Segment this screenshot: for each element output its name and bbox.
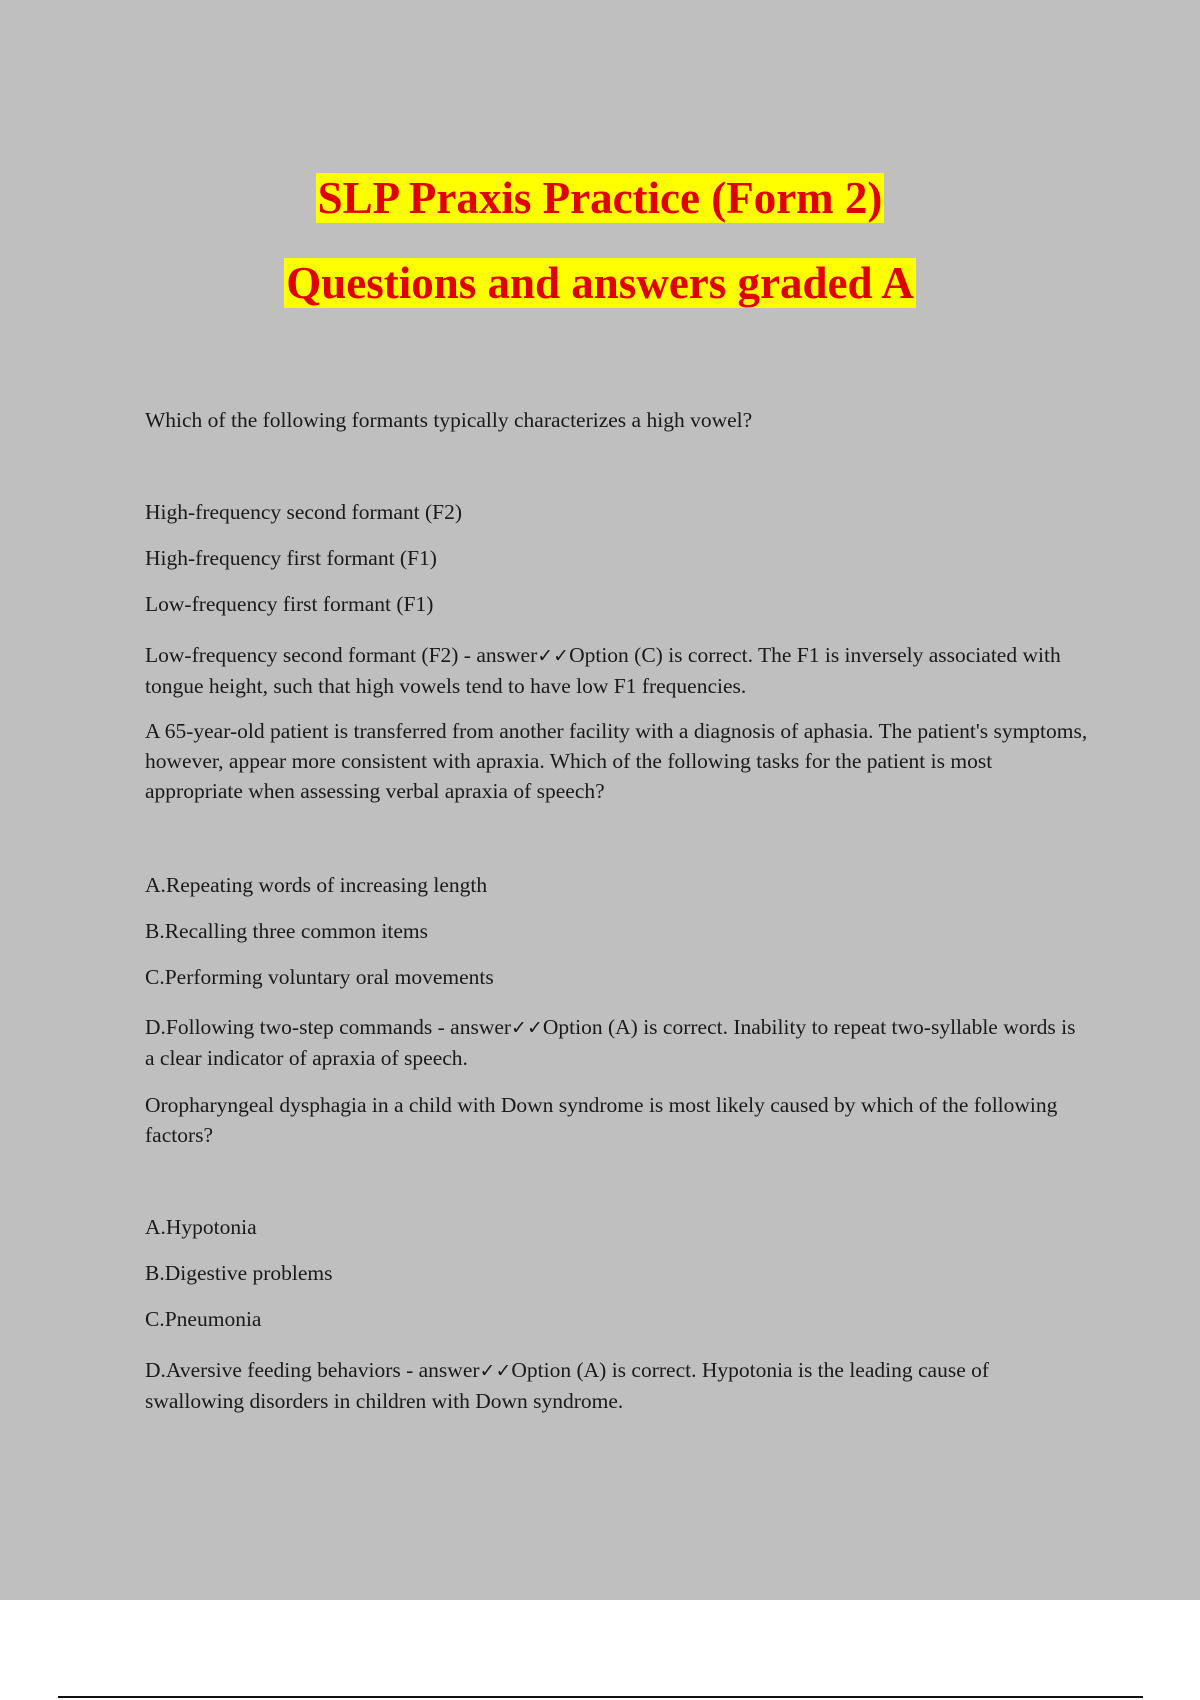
checkmark-icon: ✓✓: [537, 645, 570, 667]
question-3-option-d: D.Aversive feeding behaviors - answer: [145, 1358, 480, 1382]
question-1-option-1: High-frequency second formant (F2): [145, 500, 463, 524]
question-2-answer: [145, 1012, 1090, 1073]
question-1-option-3: Low-frequency first formant (F1): [145, 592, 434, 616]
question-1-text: Which of the following formants typically characterizes a high vowel?: [145, 408, 753, 432]
question-2-text: A 65-year-old patient is transferred from another facility with a diagnosis of aphasia. The patient's symptoms, however, appear more consistent with apraxia. Which of the following tasks for the patient is most appropriate when assessing verbal apraxia of speech?: [145, 719, 1088, 803]
question-2-option-d: D.Following two-step commands - answer: [145, 1015, 512, 1039]
question-3-option-a: A.Hypotonia: [145, 1215, 257, 1239]
question-2-explanation: Option (A) is correct. Inability to repeat two-syllable words is a clear indicator of apraxia of speech.: [145, 1015, 1076, 1070]
footer-divider: [58, 1696, 1143, 1698]
question-1-answer: [145, 640, 1090, 701]
title-line-2: Questions and answers graded A: [286, 258, 914, 308]
question-3-option-b: B.Digestive problems: [145, 1261, 333, 1285]
question-3-explanation: Option (A) is correct. Hypotonia is the leading cause of swallowing disorders in children with Down syndrome.: [145, 1358, 990, 1413]
checkmark-icon: ✓✓: [511, 1017, 543, 1039]
question-1-explanation: Option (C) is correct. The F1 is inversely associated with tongue height, such that high vowels tend to have low F1 frequencies.: [145, 643, 1061, 698]
question-3-answer: [145, 1355, 1090, 1416]
question-2-option-b: B.Recalling three common items: [145, 919, 429, 943]
document-subtitle: [0, 257, 1200, 309]
question-2-option-a: A.Repeating words of increasing length: [145, 873, 488, 897]
title-line-1: SLP Praxis Practice (Form 2): [317, 173, 883, 223]
question-1-option-4: Low-frequency second formant (F2) - answer: [145, 643, 538, 667]
question-1-option-2: High-frequency first formant (F1): [145, 546, 437, 570]
question-3-option-c: C.Pneumonia: [145, 1307, 262, 1331]
question-2-option-c: C.Performing voluntary oral movements: [145, 965, 494, 989]
document-title: [0, 172, 1200, 224]
question-3-text: Oropharyngeal dysphagia in a child with Down syndrome is most likely caused by which of the following factors?: [145, 1093, 1058, 1147]
checkmark-icon: ✓✓: [479, 1360, 512, 1382]
